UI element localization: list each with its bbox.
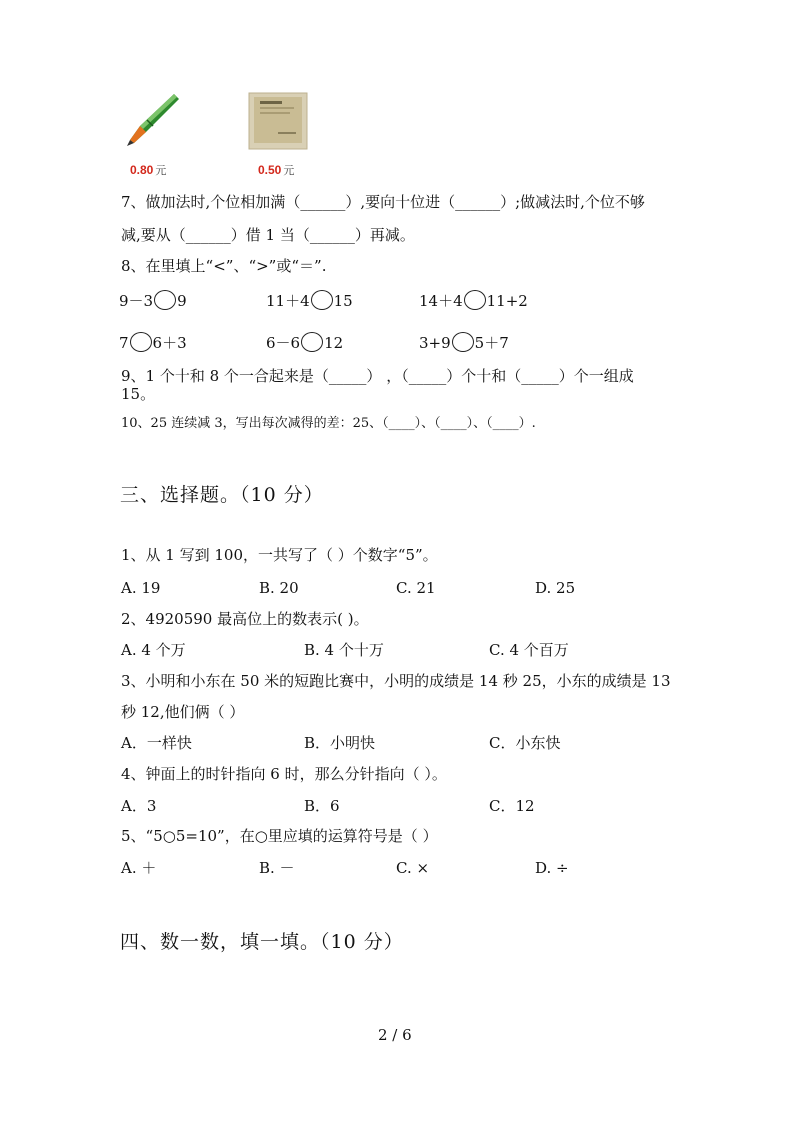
s3-q4-option-a[interactable]: A．3: [121, 797, 157, 815]
q8-item: 11＋4 15: [266, 292, 353, 310]
answer-circle[interactable]: [154, 290, 176, 310]
answer-circle[interactable]: [452, 332, 474, 352]
s3-q2-option-a[interactable]: A. 4 个万: [121, 641, 186, 659]
q8-item: 9－3 9: [119, 292, 187, 310]
s3-q1-option-b[interactable]: B. 20: [259, 579, 299, 597]
s3-q5-option-c[interactable]: C. ×: [396, 859, 430, 877]
q8-title: 8、在里填上“<”、“>”或“＝”.: [121, 257, 327, 275]
section3-heading: 三、选择题。（10 分）: [120, 484, 324, 506]
q8-item: 3+9 5＋7: [419, 334, 509, 352]
page-number: 2 / 6: [378, 1026, 412, 1044]
s3-q2-text: 2、4920590 最高位上的数表示( )。: [121, 610, 369, 628]
answer-circle[interactable]: [130, 332, 152, 352]
s3-q3-text: 3、小明和小东在 50 米的短跑比赛中，小明的成绩是 14 秒 25，小东的成绩是 13: [121, 672, 671, 690]
s3-q1-text: 1、从 1 写到 100，一共写了（ ）个数字“5”。: [121, 546, 438, 564]
s3-q5-option-a[interactable]: A. ＋: [121, 859, 157, 877]
s3-q5-option-b[interactable]: B. －: [259, 859, 295, 877]
s3-q2-option-c[interactable]: C. 4 个百万: [489, 641, 569, 659]
answer-circle[interactable]: [464, 290, 486, 310]
s3-q4-option-c[interactable]: C．12: [489, 797, 535, 815]
s3-q4-text: 4、钟面上的时针指向 6 时，那么分针指向（ ）。: [121, 765, 447, 783]
q8-item: 7 6＋3: [119, 334, 187, 352]
answer-circle[interactable]: [301, 332, 323, 352]
s3-q3-option-b[interactable]: B．小明快: [304, 734, 376, 752]
s3-q5-option-d[interactable]: D. ÷: [535, 859, 569, 877]
s3-q3-text2: 秒 12,他们俩（ ）: [121, 703, 245, 721]
q8-item: 14＋4 11+2: [419, 292, 528, 310]
s3-q3-option-a[interactable]: A．一样快: [121, 734, 192, 752]
q8-item: 6－6 12: [266, 334, 344, 352]
s3-q3-option-c[interactable]: C．小东快: [489, 734, 561, 752]
section4-heading: 四、数一数，填一填。（10 分）: [120, 931, 404, 953]
q10-text: 10、25 连续减 3，写出每次减得的差：25、（____）、（____）、（____）.: [121, 416, 536, 431]
answer-circle[interactable]: [311, 290, 333, 310]
q7-line2: 减,要从（______）借 1 当（______）再减。: [121, 226, 415, 244]
pen-picture: [122, 88, 184, 148]
s3-q1-option-a[interactable]: A. 19: [121, 579, 161, 597]
s3-q1-option-c[interactable]: C. 21: [396, 579, 436, 597]
s3-q1-option-d[interactable]: D. 25: [535, 579, 576, 597]
s3-q5-text: 5、“5○5=10”，在○里应填的运算符号是（ ）: [121, 827, 438, 845]
q9-line1: 9、1 个十和 8 个一合起来是（_____） ，（_____）个十和（_____）个一组成: [121, 367, 634, 385]
q9-line2: 15。: [121, 385, 156, 403]
s3-q2-option-b[interactable]: B. 4 个十万: [304, 641, 384, 659]
notebook-price: 0.50 元: [258, 163, 295, 177]
notebook-picture: [248, 92, 308, 150]
q7-line1: 7、做加法时,个位相加满（______）,要向十位进（______）;做减法时,个位不够: [121, 193, 645, 211]
s3-q4-option-b[interactable]: B．6: [304, 797, 340, 815]
pen-price: 0.80 元: [130, 163, 167, 177]
